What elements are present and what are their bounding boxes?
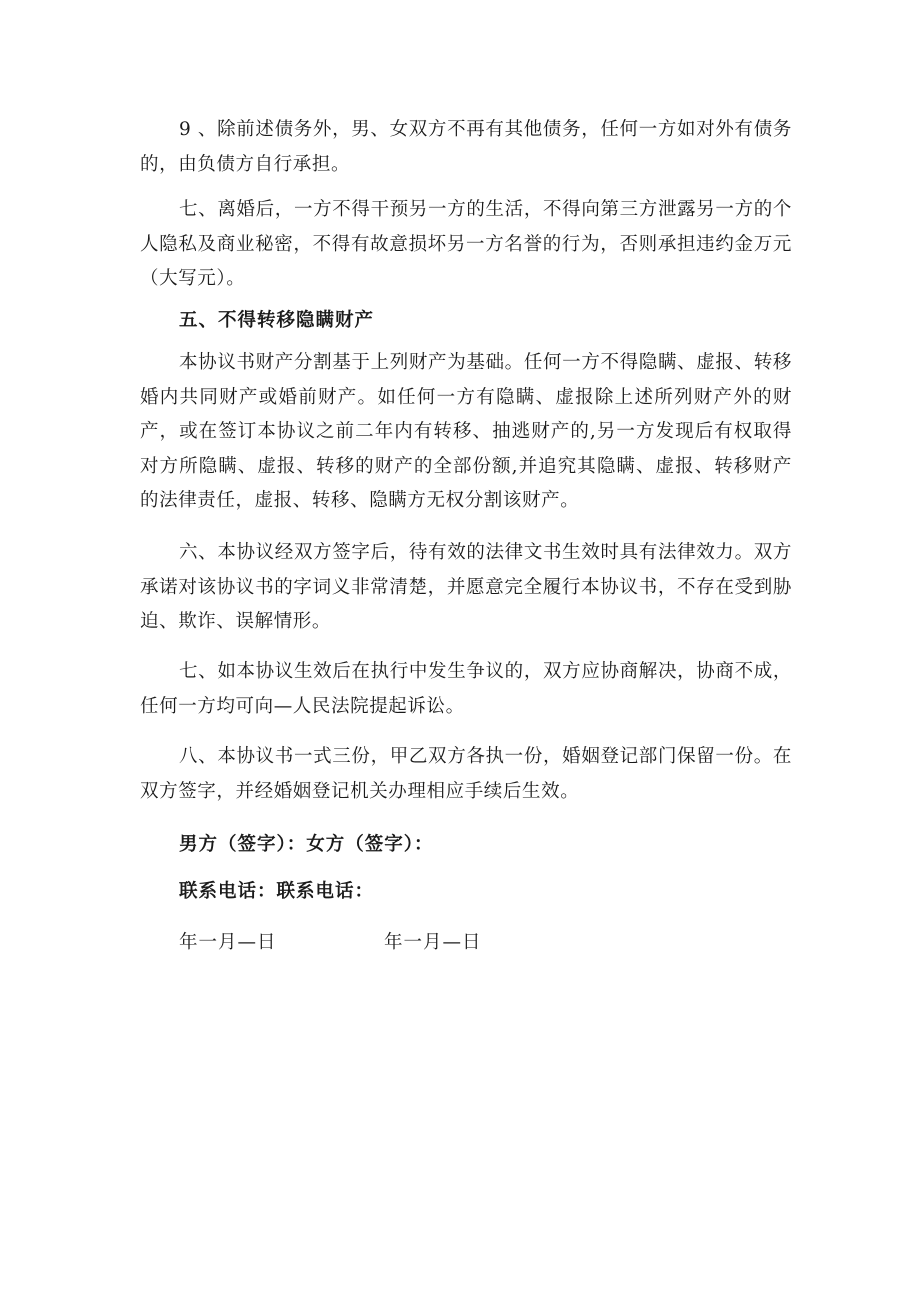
section-heading: 五、不得转移隐瞒财产 bbox=[179, 310, 375, 331]
paragraph-property: 本协议书财产分割基于上列财产为基础。任何一方不得隐瞒、虚报、转移婚内共同财产或婚前财产。如任何一方有隐瞒、虚报除上述所列财产外的财产，或在签订本协议之前二年内有转移、抽逃财产的,另一方发现后有权取得对方所隐瞒、虚报、转移的财产的全部份额,并追究其隐瞒、虚报、转移财产的法律责任，虚报、转移、隐瞒方无权分割该财产。 bbox=[140, 352, 792, 511]
paragraph-validity: 六、本协议经双方签字后，待有效的法律文书生效时具有法律效力。双方承诺对该协议书的字词义非常清楚，并愿意完全履行本协议书，不存在受到胁迫、欺诈、误解情形。 bbox=[140, 542, 792, 632]
date-right: 年一月—日 bbox=[384, 932, 482, 953]
phone-line: 联系电话：联系电话： bbox=[179, 881, 375, 902]
paragraph-privacy: 七、离婚后，一方不得干预另一方的生活，不得向第三方泄露另一方的个人隐私及商业秘密，不得有故意损坏另一方名誉的行为，否则承担违约金万元（大写元）。 bbox=[140, 199, 792, 289]
signature-line: 男方（签字）：女方（签字）： bbox=[179, 834, 434, 855]
paragraph-copies: 八、本协议书一式三份，甲乙双方各执一份，婚姻登记部门保留一份。在双方签字，并经婚姻登记机关办理相应手续后生效。 bbox=[140, 746, 792, 802]
paragraph-dispute: 七、如本协议生效后在执行中发生争议的，双方应协商解决，协商不成，任何一方均可向—人民法院提起诉讼。 bbox=[140, 661, 792, 717]
paragraph-debts: 9 、除前述债务外，男、女双方不再有其他债务，任何一方如对外有债务的，由负债方自行承担。 bbox=[140, 119, 792, 175]
date-left: 年一月—日 bbox=[179, 932, 277, 953]
